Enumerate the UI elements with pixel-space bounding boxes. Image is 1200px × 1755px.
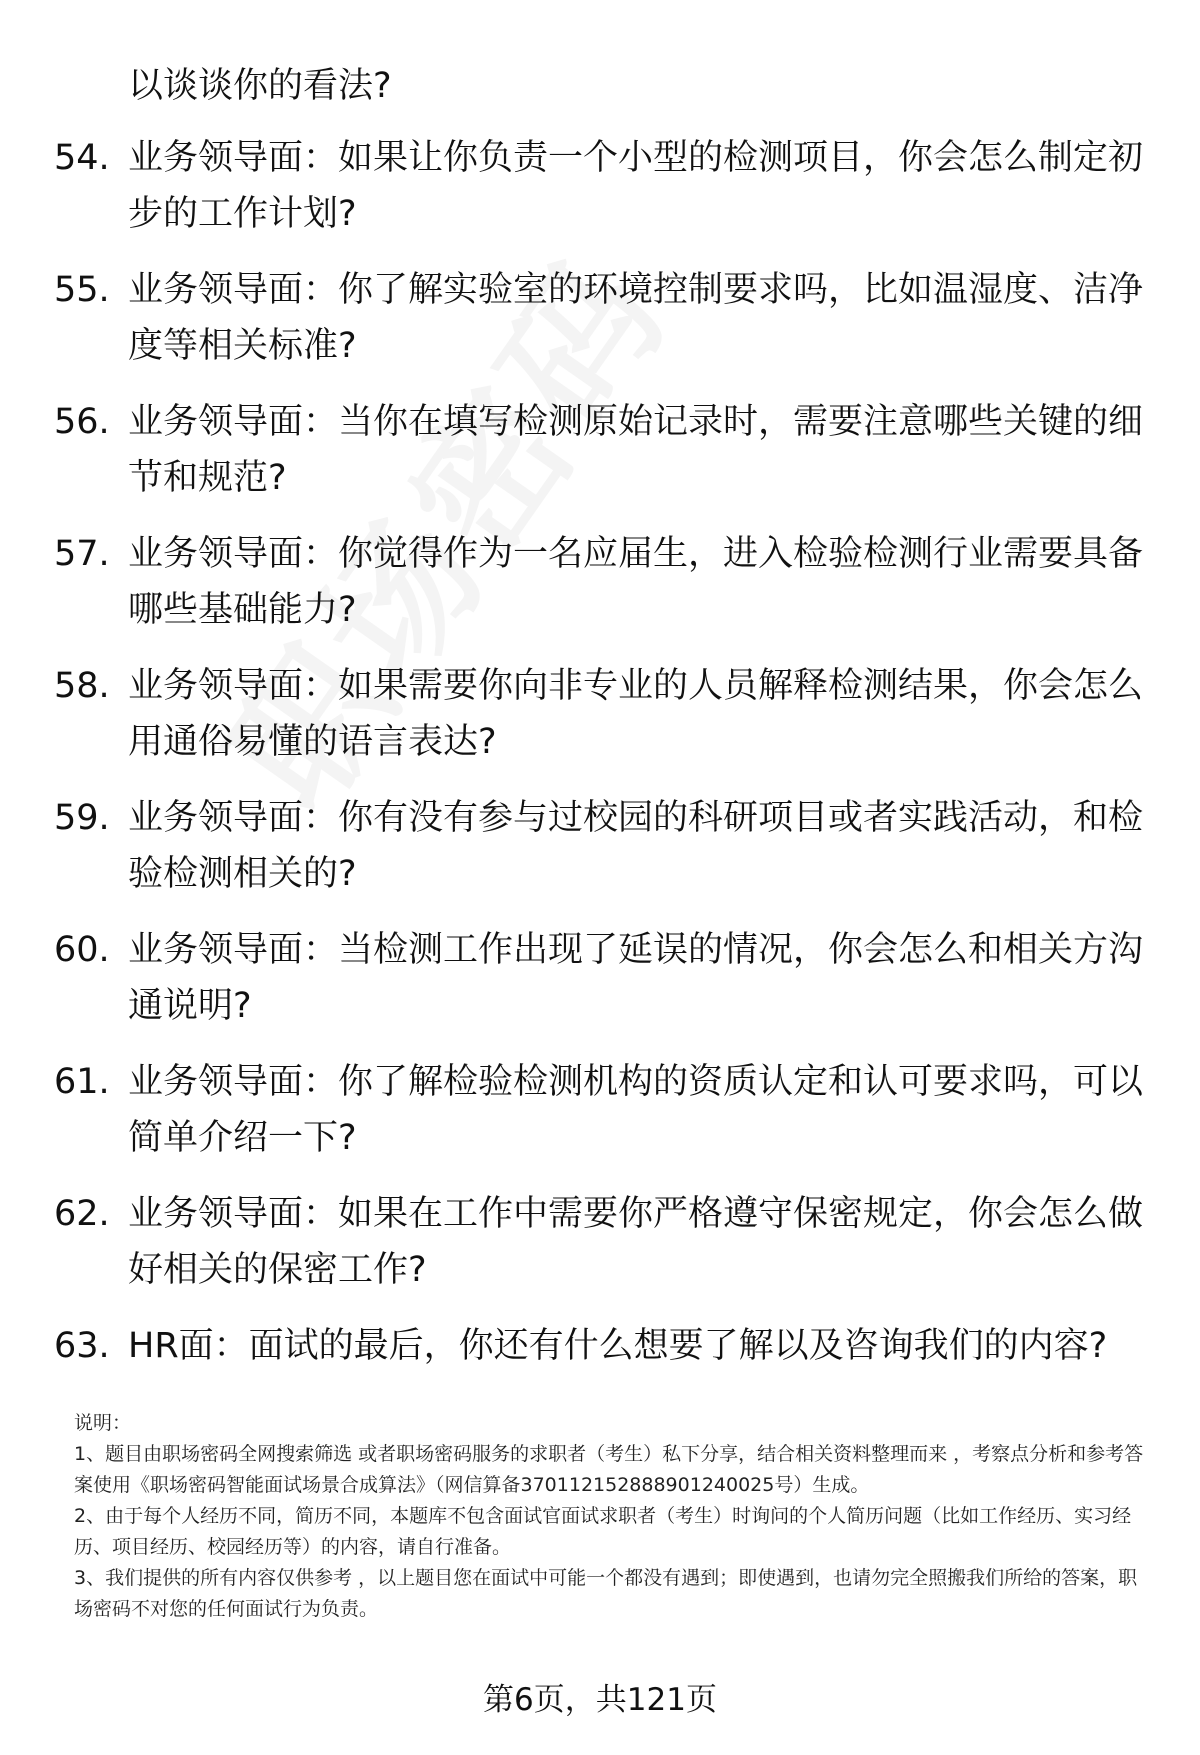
question-text: 业务领导面：如果让你负责一个小型的检测项目，你会怎么制定初步的工作计划? — [128, 138, 1144, 234]
question-number: 58. — [54, 666, 110, 706]
question-item — [54, 922, 1144, 1034]
note-item: 1、题目由职场密码全网搜索筛选 或者职场密码服务的求职者（考生）私下分享，结合相关资料整理而来 ，考察点分析和参考答案使用《职场密码智能面试场景合成算法》（网信算备370112152888901240025号）生成。 — [74, 1443, 1144, 1496]
question-item — [54, 526, 1144, 638]
question-item — [54, 790, 1144, 902]
question-item — [54, 262, 1144, 374]
question-item — [54, 658, 1144, 770]
note-item: 3、我们提供的所有内容仅供参考 ，以上题目您在面试中可能一个都没有遇到；即使遇到，也请勿完全照搬我们所给的答案，职场密码不对您的任何面试行为负责。 — [74, 1567, 1138, 1620]
question-number: 57. — [54, 534, 110, 574]
question-text: 业务领导面：如果需要你向非专业的人员解释检测结果，你会怎么用通俗易懂的语言表达? — [128, 666, 1144, 762]
question-text: 业务领导面：你了解检验检测机构的资质认定和认可要求吗，可以简单介绍一下? — [128, 1062, 1144, 1158]
question-text: 业务领导面：你觉得作为一名应届生，进入检验检测行业需要具备哪些基础能力? — [128, 534, 1144, 630]
question-number: 54. — [54, 138, 110, 178]
question-item — [54, 1054, 1144, 1166]
question-text: 业务领导面：你了解实验室的环境控制要求吗，比如温湿度、洁净度等相关标准? — [128, 270, 1144, 366]
question-text: 业务领导面：你有没有参与过校园的科研项目或者实践活动，和检验检测相关的? — [128, 798, 1144, 894]
question-number: 55. — [54, 270, 110, 310]
question-number: 60. — [54, 930, 110, 970]
page-footer: 第6页，共121页 — [483, 1682, 717, 1718]
question-number: 59. — [54, 798, 110, 838]
question-text: 业务领导面：当你在填写检测原始记录时，需要注意哪些关键的细节和规范? — [128, 402, 1144, 498]
question-item — [54, 1186, 1144, 1298]
question-text: 业务领导面：当检测工作出现了延误的情况，你会怎么和相关方沟通说明? — [128, 930, 1144, 1026]
notes-heading: 说明： — [74, 1412, 132, 1434]
question-item — [54, 1318, 1144, 1374]
question-number: 63. — [54, 1326, 110, 1366]
question-item — [54, 130, 1144, 242]
question-text: HR面：面试的最后，你还有什么想要了解以及咨询我们的内容? — [128, 1326, 1108, 1366]
question-number: 62. — [54, 1194, 110, 1234]
question-number: 56. — [54, 402, 110, 442]
note-item: 2、由于每个人经历不同，简历不同，本题库不包含面试官面试求职者（考生）时询问的个人简历问题（比如工作经历、实习经历、项目经历、校园经历等）的内容，请自行准备。 — [74, 1505, 1132, 1558]
question-item — [54, 394, 1144, 506]
question-text: 业务领导面：如果在工作中需要你严格遵守保密规定，你会怎么做好相关的保密工作? — [128, 1194, 1144, 1290]
notes-section — [74, 1408, 1154, 1625]
question-number: 61. — [54, 1062, 110, 1102]
question-continuation: 以谈谈你的看法? — [128, 66, 392, 106]
